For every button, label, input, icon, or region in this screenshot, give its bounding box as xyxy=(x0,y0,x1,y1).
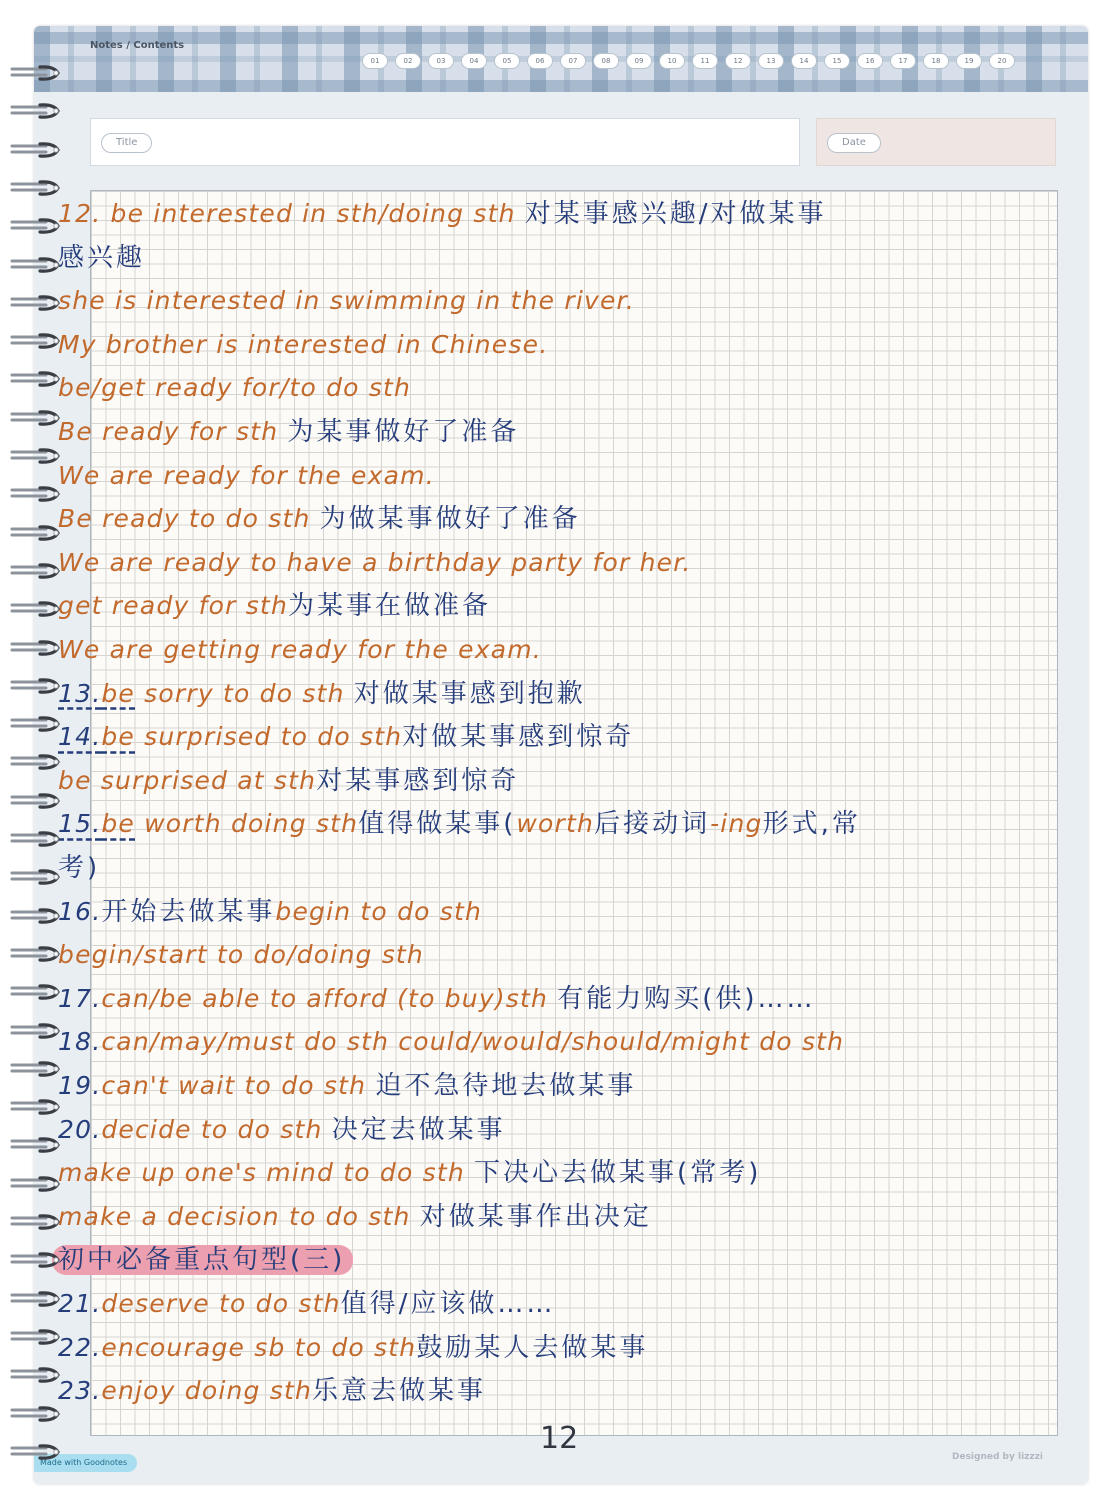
note-text: -ing xyxy=(710,809,763,839)
spiral-ring-icon xyxy=(10,753,66,771)
note-text: 23. xyxy=(58,1376,102,1406)
spiral-ring-icon xyxy=(10,179,66,197)
spiral-ring-icon xyxy=(10,256,66,274)
spiral-ring-icon xyxy=(10,1366,66,1384)
designed-by-credit: Designed by lizzzi xyxy=(952,1452,1043,1462)
note-text: 为做某事做好了准备 xyxy=(319,504,581,535)
note-text: begin to do sth xyxy=(275,896,483,926)
note-text: 14. xyxy=(58,722,102,752)
note-text: begin/start to do/doing sth xyxy=(58,940,424,970)
spiral-ring-icon xyxy=(10,1060,66,1078)
page-number: 12 xyxy=(540,1421,579,1456)
note-text: 21. xyxy=(58,1289,102,1318)
tab-page-19[interactable]: 19 xyxy=(956,53,982,69)
spiral-ring-icon xyxy=(10,64,66,82)
note-text: 下决心去做某事(常考) xyxy=(474,1158,762,1189)
note-text: 开始去做某事 xyxy=(101,896,276,927)
note-text: 20. xyxy=(58,1114,102,1144)
page-tabs xyxy=(362,53,1015,69)
note-text: 对做某事感到惊奇 xyxy=(402,722,635,753)
note-text: 19. xyxy=(58,1071,102,1100)
note-text: 为某事做好了准备 xyxy=(287,417,520,447)
spiral-ring-icon xyxy=(10,1213,66,1231)
tab-page-03[interactable]: 03 xyxy=(428,53,454,69)
note-text: 有能力购买(供)…… xyxy=(557,983,816,1014)
spiral-ring-icon xyxy=(10,868,66,886)
tab-page-10[interactable]: 10 xyxy=(659,53,685,69)
note-line xyxy=(58,456,435,496)
note-line xyxy=(58,368,411,408)
title-field[interactable] xyxy=(90,118,800,166)
tab-page-13[interactable]: 13 xyxy=(758,53,784,69)
note-line xyxy=(58,1240,353,1280)
note-text: be xyxy=(101,722,136,752)
spiral-ring-icon xyxy=(10,447,66,465)
spiral-ring-icon xyxy=(10,524,66,542)
spiral-ring-icon xyxy=(10,983,66,1001)
note-line xyxy=(58,1153,761,1193)
spiral-ring-icon xyxy=(10,1443,66,1461)
note-text: 决定去做某事 xyxy=(331,1114,506,1145)
tab-page-14[interactable]: 14 xyxy=(791,53,817,69)
note-line xyxy=(58,325,548,365)
spiral-ring-icon xyxy=(10,1022,66,1040)
note-text: be/get ready for/to do sth xyxy=(58,373,412,403)
tab-page-16[interactable]: 16 xyxy=(857,53,883,69)
note-text: 值得/应该做…… xyxy=(340,1289,556,1319)
note-text: 迫不急待地去做某事 xyxy=(375,1071,637,1101)
note-text: make a decision to do sth xyxy=(58,1201,420,1231)
spiral-ring-icon xyxy=(10,562,66,580)
tab-page-05[interactable]: 05 xyxy=(494,53,520,69)
note-line xyxy=(58,892,482,932)
tab-page-20[interactable]: 20 xyxy=(989,53,1015,69)
note-text: deserve to do sth xyxy=(101,1289,341,1318)
spiral-ring-icon xyxy=(10,409,66,427)
spiral-ring-icon xyxy=(10,332,66,350)
breadcrumb[interactable]: Notes / Contents xyxy=(90,40,185,51)
note-text: 乐意去做某事 xyxy=(312,1376,487,1407)
note-line xyxy=(58,1284,555,1324)
note-line xyxy=(58,586,491,626)
note-text: be xyxy=(101,809,136,839)
note-text: make up one's mind to do sth xyxy=(58,1158,475,1188)
tab-page-18[interactable]: 18 xyxy=(923,53,949,69)
note-text: 对某事感兴趣/对做某事 xyxy=(524,199,827,229)
note-text: Be ready to do sth xyxy=(58,504,320,534)
note-text: 值得做某事( xyxy=(358,809,517,840)
spiral-ring-icon xyxy=(10,1328,66,1346)
note-line xyxy=(58,674,586,714)
title-label: Title xyxy=(101,133,152,153)
note-text: We are getting ready for the exam. xyxy=(58,635,542,664)
note-text: 鼓励某人去做某事 xyxy=(416,1332,649,1363)
note-text: 形式,常 xyxy=(762,809,861,840)
note-text: can/be able to afford (to buy)sth xyxy=(101,983,558,1013)
date-label: Date xyxy=(827,133,881,153)
spiral-ring-icon xyxy=(10,830,66,848)
tab-page-15[interactable]: 15 xyxy=(824,53,850,69)
spiral-ring-icon xyxy=(10,217,66,235)
spiral-ring-icon xyxy=(10,907,66,925)
note-line xyxy=(58,935,424,975)
note-text: My brother is interested in Chinese. xyxy=(58,329,549,359)
spiral-ring-icon xyxy=(10,600,66,618)
spiral-ring-icon xyxy=(10,1175,66,1193)
spiral-ring-icon xyxy=(10,102,66,120)
note-text: We are ready to have a birthday party for her. xyxy=(58,547,692,577)
tab-page-07[interactable]: 07 xyxy=(560,53,586,69)
tab-page-11[interactable]: 11 xyxy=(692,53,718,69)
note-line xyxy=(58,1328,648,1368)
note-text: surprised to do sth xyxy=(135,722,403,752)
spiral-ring-icon xyxy=(10,1136,66,1154)
note-text: 感兴趣 xyxy=(58,242,146,273)
note-line xyxy=(58,1066,636,1106)
spiral-ring-icon xyxy=(10,1405,66,1423)
note-line xyxy=(58,499,581,539)
note-line xyxy=(58,1371,486,1411)
spiral-ring-icon xyxy=(10,639,66,657)
note-text: We are ready for the exam. xyxy=(58,460,435,490)
tab-page-17[interactable]: 17 xyxy=(890,53,916,69)
note-line xyxy=(58,761,519,801)
tab-page-01[interactable]: 01 xyxy=(362,53,388,69)
spiral-ring-icon xyxy=(10,715,66,733)
note-line xyxy=(58,804,861,844)
note-text: 考) xyxy=(58,853,101,883)
note-line xyxy=(58,717,634,757)
note-text: 对某事感到惊奇 xyxy=(316,765,520,796)
note-line xyxy=(58,979,815,1019)
spiral-ring-icon xyxy=(10,1290,66,1308)
spiral-ring-icon xyxy=(10,677,66,695)
spiral-ring-icon xyxy=(10,485,66,503)
note-text: decide to do sth xyxy=(101,1114,332,1144)
note-text: can't wait to do sth xyxy=(101,1071,376,1100)
tab-page-02[interactable]: 02 xyxy=(395,53,421,69)
note-text: 13. xyxy=(58,678,102,708)
tab-page-12[interactable]: 12 xyxy=(725,53,751,69)
section-heading-highlight: 初中必备重点句型(三) xyxy=(52,1245,353,1275)
note-text: can/may/must do sth could/would/should/might do sth xyxy=(101,1027,845,1057)
note-line xyxy=(58,412,519,452)
note-text: enjoy doing sth xyxy=(101,1376,313,1406)
note-text: 16. xyxy=(58,896,102,926)
spiral-ring-icon xyxy=(10,370,66,388)
note-line xyxy=(58,543,692,583)
note-line xyxy=(58,238,145,278)
note-text: worth doing sth xyxy=(135,809,359,839)
note-text: 17. xyxy=(58,983,102,1013)
note-text: worth xyxy=(516,809,595,839)
tab-page-09[interactable]: 09 xyxy=(626,53,652,69)
note-line xyxy=(58,1110,506,1150)
note-line xyxy=(58,1022,844,1062)
note-line xyxy=(58,630,542,670)
note-text: Be ready for sth xyxy=(58,417,288,446)
tab-page-04[interactable]: 04 xyxy=(461,53,487,69)
note-text: 对做某事作出决定 xyxy=(419,1201,652,1232)
note-text: 15. xyxy=(58,809,102,839)
note-line xyxy=(58,281,635,321)
tab-page-08[interactable]: 08 xyxy=(593,53,619,69)
note-line xyxy=(58,1197,652,1237)
spiral-ring-icon xyxy=(10,792,66,810)
note-text: 22. xyxy=(58,1332,102,1362)
note-text: 后接动词 xyxy=(594,809,711,840)
note-text: be surprised at sth xyxy=(58,765,317,795)
spiral-ring-icon xyxy=(10,141,66,159)
spiral-ring-icon xyxy=(10,294,66,312)
note-text: encourage sb to do sth xyxy=(101,1332,417,1362)
note-text: be xyxy=(101,678,136,708)
spiral-ring-icon xyxy=(10,1098,66,1116)
made-with-badge: Made with Goodnotes xyxy=(34,1454,137,1472)
note-text: 对做某事感到抱歉 xyxy=(353,678,586,709)
note-text: 18. xyxy=(58,1027,102,1057)
note-text: she is interested in swimming in the river. xyxy=(58,286,635,316)
note-text: 12. be interested in sth/doing sth xyxy=(58,199,525,228)
date-field[interactable] xyxy=(816,118,1056,166)
note-text: get ready for sth xyxy=(58,591,288,621)
tab-page-06[interactable]: 06 xyxy=(527,53,553,69)
note-text: sorry to do sth xyxy=(135,678,354,708)
spiral-ring-icon xyxy=(10,1251,66,1269)
note-line xyxy=(58,194,827,234)
note-text: 为某事在做准备 xyxy=(287,591,491,622)
spiral-ring-icon xyxy=(10,945,66,963)
